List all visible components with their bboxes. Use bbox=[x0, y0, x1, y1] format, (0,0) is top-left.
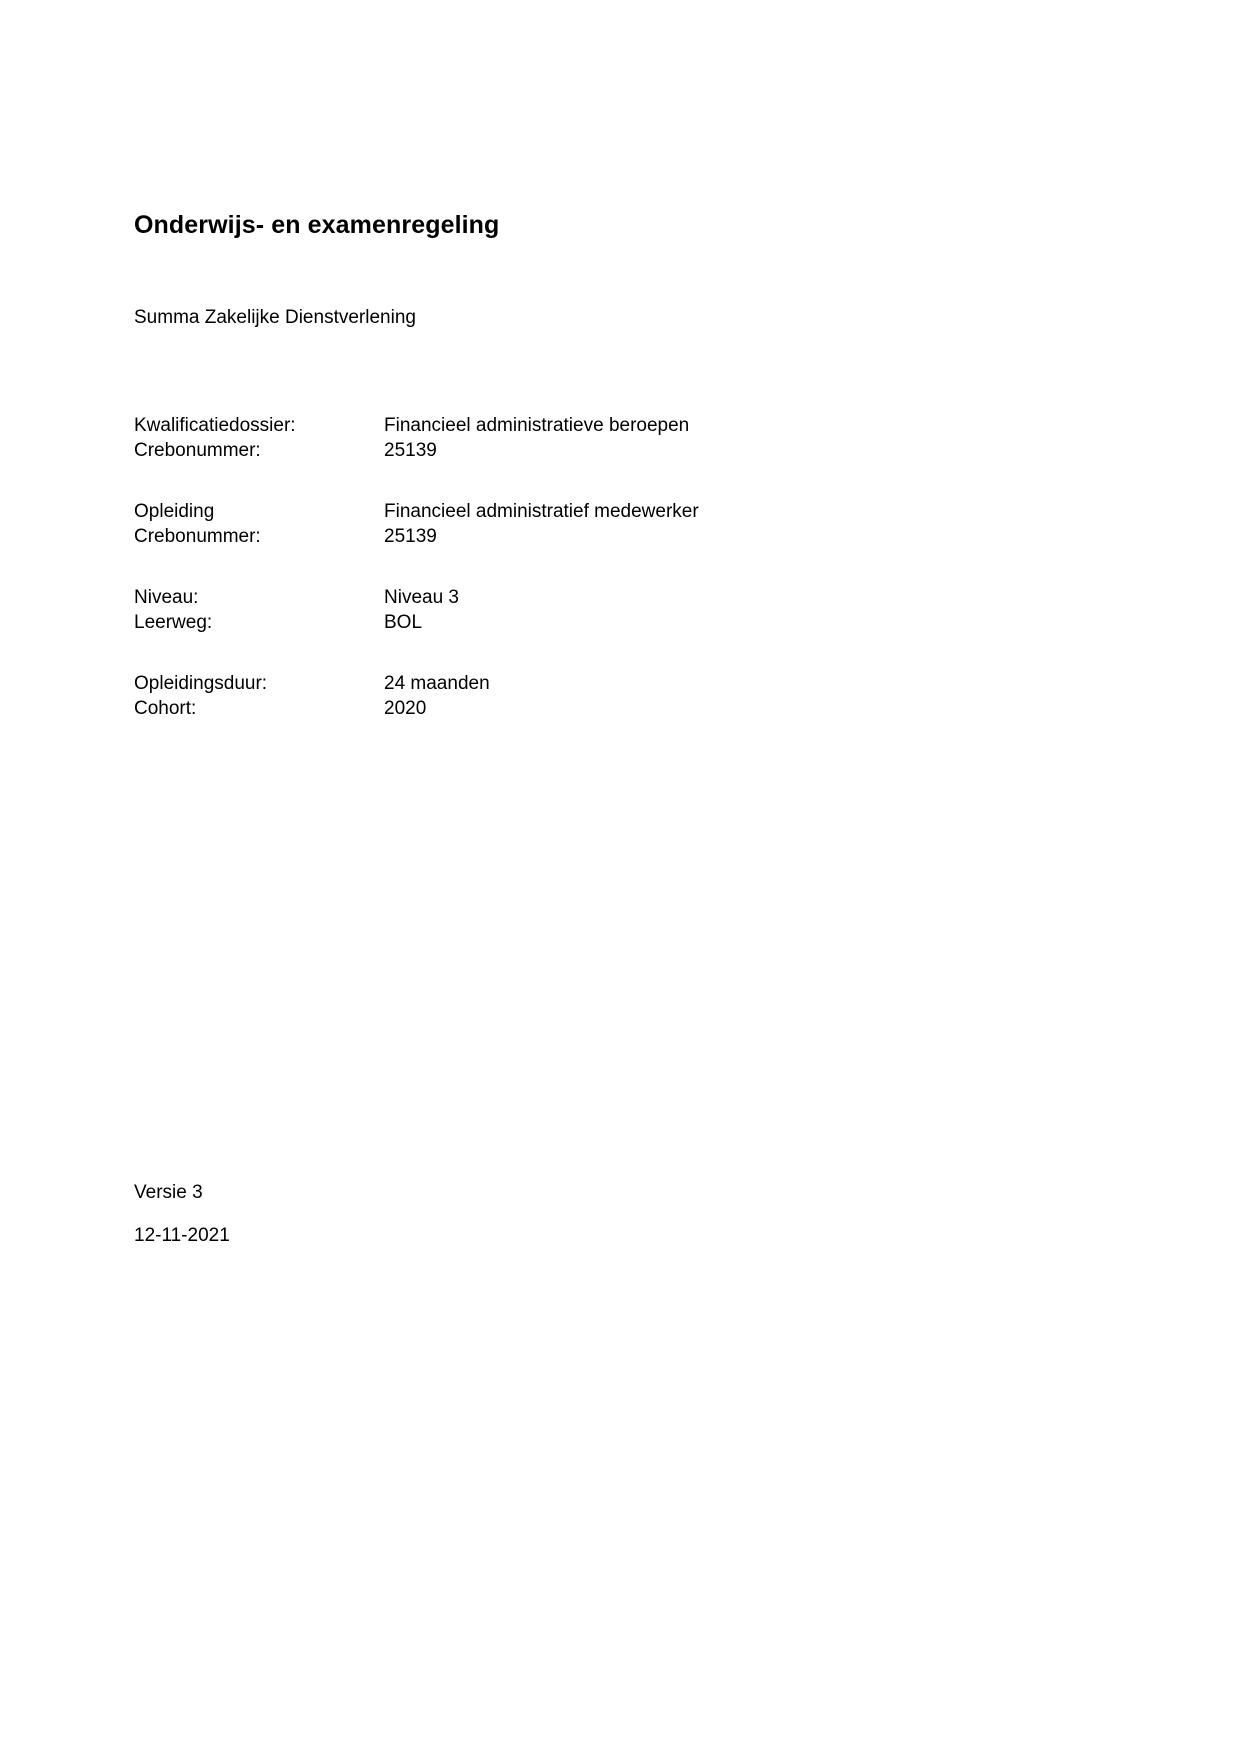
document-footer bbox=[134, 1180, 834, 1248]
metadata-value: BOL bbox=[384, 611, 423, 633]
version-label: Versie 3 bbox=[134, 1182, 203, 1203]
metadata-row bbox=[134, 413, 1034, 438]
metadata-row bbox=[134, 671, 1034, 696]
metadata-value: 24 maanden bbox=[384, 672, 490, 694]
document-metadata bbox=[134, 331, 1034, 721]
metadata-group-level bbox=[134, 585, 1034, 635]
metadata-value: 25139 bbox=[384, 525, 437, 547]
metadata-group-duration bbox=[134, 671, 1034, 721]
metadata-row bbox=[134, 696, 1034, 721]
metadata-label: Crebonummer: bbox=[134, 439, 261, 461]
metadata-label: Leerweg: bbox=[134, 611, 213, 633]
metadata-label: Kwalificatiedossier: bbox=[134, 414, 296, 436]
metadata-row bbox=[134, 610, 1034, 635]
metadata-label: Cohort: bbox=[134, 697, 197, 719]
metadata-group-programme bbox=[134, 499, 1034, 549]
metadata-row bbox=[134, 585, 1034, 610]
metadata-row bbox=[134, 438, 1034, 463]
metadata-value: 2020 bbox=[384, 697, 427, 719]
metadata-label: Crebonummer: bbox=[134, 525, 261, 547]
metadata-value: Financieel administratief medewerker bbox=[384, 500, 699, 522]
metadata-row bbox=[134, 524, 1034, 549]
metadata-label: Opleidingsduur: bbox=[134, 672, 268, 694]
metadata-value: 25139 bbox=[384, 439, 437, 461]
date-label: 12-11-2021 bbox=[134, 1225, 230, 1246]
metadata-group-qualification bbox=[134, 413, 1034, 463]
metadata-row bbox=[134, 499, 1034, 524]
document-content bbox=[134, 0, 1034, 721]
page-title: Onderwijs- en examenregeling bbox=[134, 211, 500, 239]
metadata-value: Niveau 3 bbox=[384, 586, 459, 608]
document-subtitle: Summa Zakelijke Dienstverlening bbox=[134, 307, 416, 328]
metadata-value: Financieel administratieve beroepen bbox=[384, 414, 690, 436]
metadata-label: Niveau: bbox=[134, 586, 199, 608]
metadata-label: Opleiding bbox=[134, 500, 215, 522]
